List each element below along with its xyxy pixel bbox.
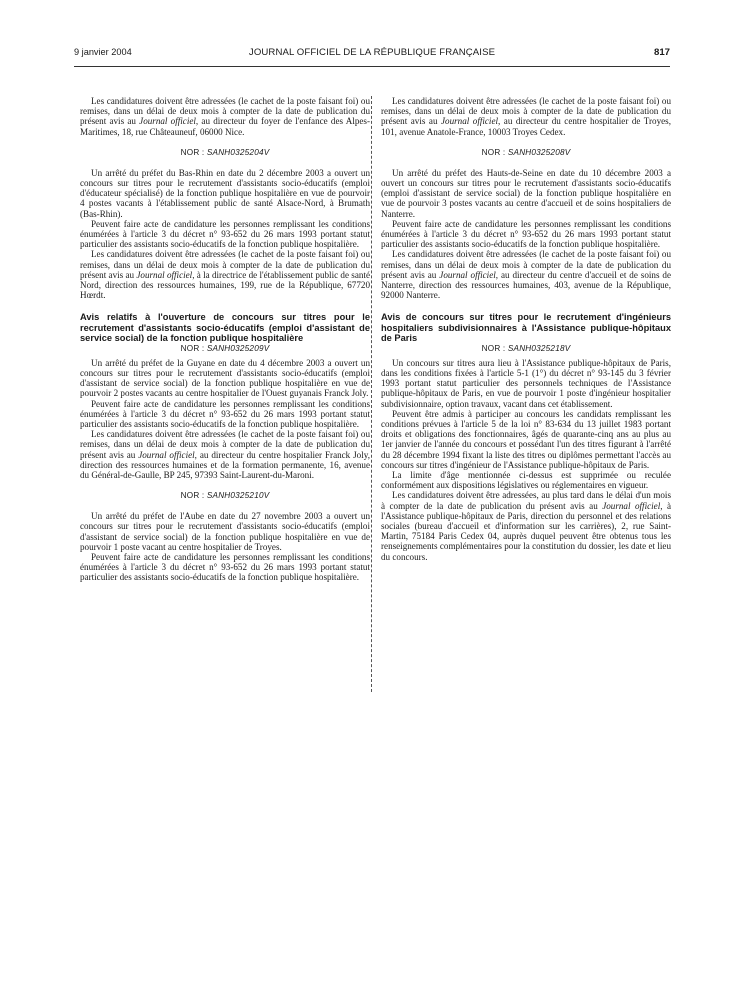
- paragraph: Un arrêté du préfet de l'Aube en date du 27 novembre 2003 a ouvert un concours sur titres pour le recrutement d'assistants socio-éducatifs (emploi d'assistant de service social) de la fonction publique hospitalière en vue de pourvoir 1 poste vacant au centre hospitalier de Troyes.: [80, 511, 370, 552]
- nor-code: SANH0325209V: [206, 343, 270, 353]
- nor-prefix: NOR :: [180, 343, 205, 353]
- page-header: [74, 47, 670, 63]
- paragraph: Un arrêté du préfet des Hauts-de-Seine en date du 10 décembre 2003 a ouvert un concours sur titres pour le recrutement d'assistants socio-éducatifs (emploi d'assistant de service social) de la fonction publique hospitalière en vue de pourvoir 3 postes vacants au centre d'accueil et de soins hospitaliers de Nanterre.: [381, 167, 671, 219]
- paragraph: Les candidatures doivent être adressées, au plus tard dans le délai d'un mois à compter de la date de publication du présent avis au Journal officiel, à l'Assistance publique-hôpitaux de Paris, direction du personnel et des relations sociales (bureau d'accueil et d'information sur les carrières), 2, rue Saint-Martin, 75184 Paris Cedex 04, auprès duquel peuvent être obtenus tous les renseignements complémentaires pour la constitution du dossier, les date et lieu du concours.: [381, 490, 671, 562]
- section-title: Avis relatifs à l'ouverture de concours sur titres pour le recrutement d'assistants socio-éducatifs (emploi d'assistant de service social) de la fonction publique hospitalière: [80, 312, 370, 343]
- left-column: [80, 96, 370, 583]
- nor-prefix: NOR :: [481, 343, 506, 353]
- nor-code: SANH0325218V: [507, 343, 571, 353]
- nor-prefix: NOR :: [180, 491, 205, 501]
- paragraph: Peuvent faire acte de candidature les personnes remplissant les conditions énumérées à l'article 3 du décret n° 93-652 du 26 mars 1993 portant statut particulier des assistants socio-éducatifs de la fonction publique hospitalière.: [80, 398, 370, 429]
- nor-reference: [381, 148, 671, 157]
- paragraph: Un arrêté du préfet du Bas-Rhin en date du 2 décembre 2003 a ouvert un concours sur titres pour le recrutement d'assistants socio-éducatifs (emploi d'éducateur spécialisé) de la fonction publique hospitalière en vue de pourvoir 4 postes vacants à l'établissement public de santé Alsace-Nord, à Brumath (Bas-Rhin).: [80, 167, 370, 219]
- header-title: JOURNAL OFFICIEL DE LA RÉPUBLIQUE FRANÇAISE: [248, 47, 496, 58]
- header-rule: [74, 66, 670, 67]
- paragraph: Un arrêté du préfet de la Guyane en date du 4 décembre 2003 a ouvert un concours sur titres pour le recrutement d'assistants socio-éducatifs (emploi d'assistant de service social) de la fonction publique hospitalière en vue de pourvoir 2 postes vacants au centre hospitalier de l'Ouest guyanais Franck Joly.: [80, 357, 370, 399]
- paragraph: Peuvent faire acte de candidature les personnes remplissant les conditions énumérées à l'article 3 du décret n° 93-652 du 26 mars 1993 portant statut particulier des assistants socio-éducatifs de la fonction publique hospitalière.: [80, 551, 370, 583]
- nor-code: SANH0325208V: [507, 147, 571, 157]
- nor-reference: [80, 344, 370, 353]
- paragraph: Un concours sur titres aura lieu à l'Assistance publique-hôpitaux de Paris, dans les conditions fixées à l'article 5-1 (1°) du décret n° 93-145 du 3 février 1993 portant statut particulier des personnels techniques de l'Assistance publique-hôpitaux de Paris, en vue de pourvoir 1 poste d'ingénieur hospitalier subdivisionnaire, option travaux, vacant dans cet établissement.: [381, 357, 671, 409]
- right-column: [381, 96, 671, 562]
- page-number: 817: [653, 47, 670, 58]
- paragraph: Les candidatures doivent être adressées (le cachet de la poste faisant foi) ou remises, dans un délai de deux mois à compter de la date de publication du présent avis au Journal officiel, au directeur du foyer de l'enfance des Alpes-Maritimes, 18, rue Châteauneuf, 06000 Nice.: [80, 96, 370, 137]
- nor-code: SANH0325204V: [206, 147, 270, 157]
- paragraph: Les candidatures doivent être adressées (le cachet de la poste faisant foi) ou remises, dans un délai de deux mois à compter de la date de publication du présent avis au Journal officiel, au directeur du centre hospitalier Franck Joly, direction des ressources humaines et de la formation permanente, 16, avenue du Général-de-Gaulle, BP 245, 97393 Saint-Laurent-du-Maroni.: [80, 429, 370, 480]
- nor-prefix: NOR :: [180, 147, 205, 157]
- paragraph: Peuvent faire acte de candidature les personnes remplissant les conditions énumérées à l'article 3 du décret n° 93-652 du 26 mars 1993 portant statut particulier des assistants socio-éducatifs de la fonction publique hospitalière.: [381, 218, 671, 250]
- nor-code: SANH0325210V: [206, 491, 270, 501]
- column-divider: [371, 96, 372, 692]
- paragraph: Les candidatures doivent être adressées (le cachet de la poste faisant foi) ou remises, dans un délai de deux mois à compter de la date de publication du présent avis au Journal officiel, à la directrice de l'établissement public de santé Nord, direction des ressources humaines, 199, rue de la République, 67720 Hœrdt.: [80, 249, 370, 301]
- nor-reference: [80, 491, 370, 500]
- paragraph: Les candidatures doivent être adressées (le cachet de la poste faisant foi) ou remises, dans un délai de deux mois à compter de la date de publication du présent avis au Journal officiel, au directeur du centre d'accueil et de soins de Nanterre, direction des ressources humaines, 403, avenue de la République, 92000 Nanterre.: [381, 249, 672, 301]
- nor-reference: [381, 344, 671, 353]
- paragraph: La limite d'âge mentionnée ci-dessus est supprimée ou reculée conformément aux dispositions législatives ou réglementaires en vigueur.: [381, 469, 671, 491]
- nor-reference: [80, 148, 370, 157]
- paragraph: Peuvent être admis à participer au concours les candidats remplissant les conditions prévues à l'article 5 de la loi n° 83-634 du 13 juillet 1983 portant droits et obligations des fonctionnaires, âgés de quarante-cinq ans au plus au 1er janvier de l'année du concours et possédant l'un des titres figurant à l'arrêté du 28 décembre 1994 fixant la liste des titres ou diplômes permettant l'accès au concours sur titres d'ingénieur de l'Assistance publique-hôpitaux de Paris.: [381, 408, 671, 470]
- paragraph: Les candidatures doivent être adressées (le cachet de la poste faisant foi) ou remises, dans un délai de deux mois à compter de la date de publication du présent avis au Journal officiel, au directeur du centre hospitalier de Troyes, 101, avenue Anatole-France, 10003 Troyes Cedex.: [381, 96, 671, 137]
- header-date: 9 janvier 2004: [74, 47, 132, 57]
- section-title: Avis de concours sur titres pour le recrutement d'ingénieurs hospitaliers subdivisionnaires à l'Assistance publique-hôpitaux de Paris: [381, 312, 671, 343]
- paragraph: Peuvent faire acte de candidature les personnes remplissant les conditions énumérées à l'article 3 du décret n° 93-652 du 26 mars 1993 portant statut particulier des assistants socio-éducatifs de la fonction publique hospitalière.: [80, 218, 370, 250]
- nor-prefix: NOR :: [481, 147, 506, 157]
